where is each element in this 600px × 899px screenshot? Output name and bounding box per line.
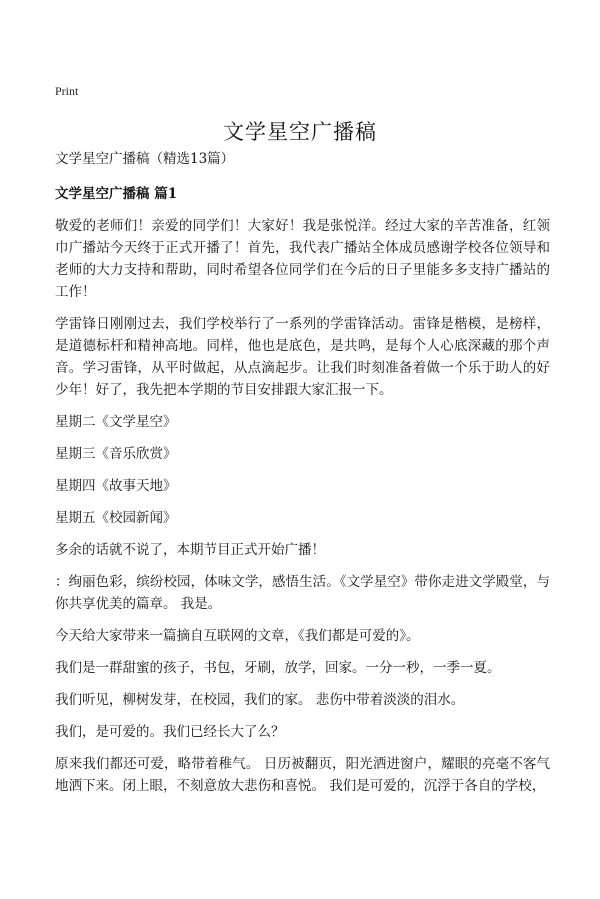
document-title: 文学星空广播稿 [223, 120, 377, 144]
paragraph-start-broadcast: 多余的话就不说了，本期节目正式开始广播！ [55, 542, 325, 558]
paragraph-article-3: 我们，是可爱的。我们已经长大了么？ [55, 724, 285, 740]
paragraph-article-4: 原来我们都还可爱，略带着稚气。 日历被翻页，阳光洒进窗户，耀眼的亮毫不客气地洒下来。闭上眼，不刻意放大悲伤和喜悦。 我们是可爱的，沉浮于各自的学校， [55, 756, 550, 794]
paragraph-lei-feng: 学雷锋日刚刚过去，我们学校举行了一系列的学雷锋活动。雷锋是楷模，是榜样，是道德标杆和精神高地。同样，他也是底色，是共鸣，是每个人心底深藏的那个声音。学习雷锋，从平时做起，从点滴起步。让我们时刻准备着做一个乐于助人的好少年！好了，我先把本学期的节目安排跟大家汇报一下。 [55, 316, 550, 398]
paragraph-article-intro: 今天给大家带来一篇摘自互联网的文章，《我们都是可爱的》。 [55, 628, 420, 644]
paragraph-greeting: 敬爱的老师们！亲爱的同学们！大家好！我是张悦洋。经过大家的辛苦准备，红领巾广播站今天终于正式开播了！首先，我代表广播站全体成员感谢学校各位领导和老师的大力支持和帮助，同时希望各位同学们在今后的日子里能多多支持广播站的工作！ [55, 218, 550, 300]
schedule-tuesday: 星期二《文学星空》 [55, 414, 177, 430]
document-body [55, 148, 550, 807]
print-label: Print [55, 84, 79, 98]
schedule-thursday: 星期四《故事天地》 [55, 478, 177, 494]
schedule-wednesday: 星期三《音乐欣赏》 [55, 446, 177, 462]
paragraph-article-1: 我们是一群甜蜜的孩子，书包，牙刷，放学，回家。一分一秒，一季一夏。 [55, 660, 501, 676]
paragraph-article-2: 我们听见，柳树发芽，在校园，我们的家。 悲伤中带着淡淡的泪水。 [55, 692, 465, 708]
schedule-friday: 星期五《校园新闻》 [55, 510, 177, 526]
document-subtitle: 文学星空广播稿（精选13篇） [55, 151, 235, 167]
paragraph-intro: ：绚丽色彩，缤纷校园，体味文学，感悟生活。《文学星空》带你走进文学殿堂，与你共享优美的篇章。 我是。 [55, 574, 550, 612]
section-heading: 文学星空广播稿 篇1 [55, 186, 178, 202]
